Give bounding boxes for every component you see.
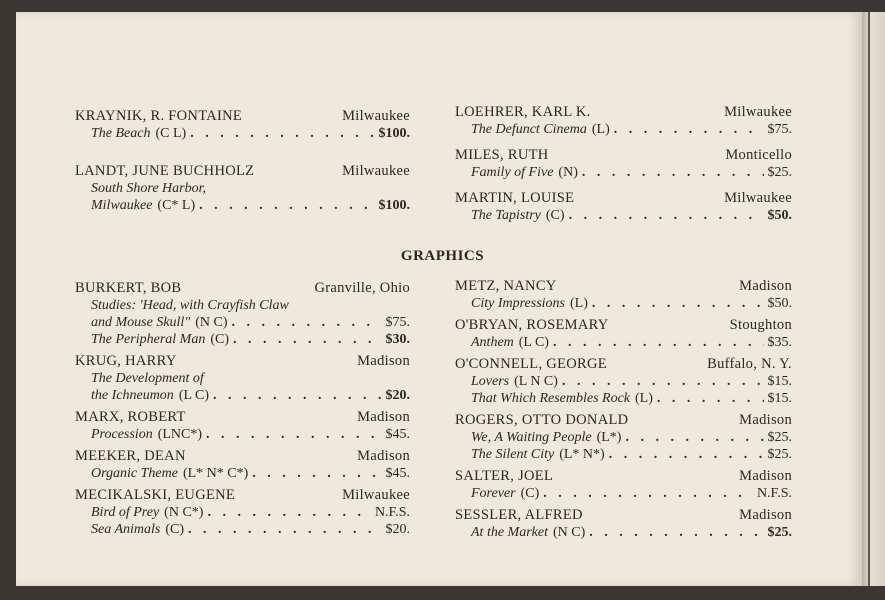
artist-heading [455,277,792,295]
work-price: $45. [385,466,410,481]
leader-dots [190,125,374,142]
work-medium-code: (L*) [596,430,622,445]
artist-entry [75,486,410,538]
work-price: $30. [385,332,410,347]
work-medium-code: (LNC*) [157,427,203,442]
artist-entry [455,506,792,541]
work-price: $35. [767,335,792,350]
work-title: Anthem [471,335,514,350]
leader-dots [553,334,764,351]
work-price: $50. [767,296,792,311]
artist-heading [455,506,792,524]
section-title: GRAPHICS [400,248,485,264]
work-medium-code: (N C) [552,525,586,540]
leader-dots [609,446,764,463]
work-title: Milwaukee [91,198,153,213]
artist-heading [75,447,410,465]
artist-city: Madison [739,507,792,523]
artist-entry [75,279,410,348]
artist-name: MEEKER, DEAN [75,448,186,464]
artist-entry [75,107,410,142]
artist-city: Monticello [725,147,792,163]
work-price: $100. [378,198,410,213]
work-title: Bird of Prey [91,505,160,520]
artist-heading [75,408,410,426]
artist-heading [455,411,792,429]
artist-name: METZ, NANCY [455,278,557,294]
work-medium-code: (L) [635,391,653,406]
work-price: $15. [767,391,792,406]
work-price: $20. [385,522,410,537]
artist-heading [455,189,792,207]
artist-city: Milwaukee [724,190,792,206]
work-medium-code: (C) [165,522,185,537]
work-price: $100. [378,126,410,141]
work-title: The Peripheral Man [91,332,206,347]
work-row [75,314,410,331]
artist-entry [455,103,792,138]
work-medium-code: (L C) [518,335,549,350]
artist-entry [455,355,792,407]
work-price: $15. [767,374,792,389]
leader-dots [625,429,763,446]
artist-heading [75,352,410,370]
artist-name: KRUG, HARRY [75,353,177,369]
leader-dots [199,197,374,214]
work-title: Lovers [471,374,510,389]
work-price: $25. [767,430,792,445]
work-title: We, A Waiting People [471,430,592,445]
work-medium-code: (C L) [155,126,187,141]
work-row [455,390,792,407]
work-price: $45. [385,427,410,442]
artist-name: MILES, RUTH [455,147,549,163]
artist-city: Milwaukee [342,108,410,124]
graphics-right-column [455,277,792,545]
artist-entry [455,467,792,502]
artist-entry [455,316,792,351]
artist-name: LANDT, JUNE BUCHHOLZ [75,163,255,179]
work-row [455,207,792,224]
artist-entry [455,146,792,181]
work-title: City Impressions [471,296,565,311]
work-price: N.F.S. [756,486,792,501]
graphics-left-column [75,279,410,542]
work-row [455,295,792,312]
artist-heading [75,279,410,297]
work-row [455,121,792,138]
work-row [75,197,410,214]
work-price: $25. [767,447,792,462]
leader-dots [562,373,764,390]
work-row [455,373,792,390]
work-title: Forever [471,486,516,501]
work-medium-code: (N C) [195,315,228,330]
leader-dots [589,524,763,541]
artist-city: Madison [739,468,792,484]
work-row [455,164,792,181]
artist-city: Madison [739,278,792,294]
artist-city: Madison [357,448,410,464]
artist-heading [455,316,792,334]
artist-heading [75,486,410,504]
leader-dots [569,207,764,224]
work-price: N.F.S. [374,505,410,520]
artist-name: SESSLER, ALFRED [455,507,583,523]
artist-heading [455,467,792,485]
artist-heading [455,103,792,121]
work-row [75,465,410,482]
artist-entry [455,277,792,312]
leader-dots [233,331,382,348]
artist-name: MARX, ROBERT [75,409,186,425]
artist-heading [75,107,410,125]
work-medium-code: (N C*) [164,505,204,520]
leader-dots [614,121,764,138]
artist-city: Buffalo, N. Y. [707,356,792,372]
artist-city: Madison [357,353,410,369]
leader-dots [582,164,764,181]
work-row [455,524,792,541]
leader-dots [188,521,381,538]
work-title: The Beach [91,126,151,141]
work-title: At the Market [471,525,548,540]
work-row [75,125,410,142]
work-title-line: South Shore Harbor, [91,181,206,196]
work-medium-code: (C) [210,332,229,347]
work-price: $20. [385,388,410,403]
work-row [75,331,410,348]
work-title: Procession [91,427,153,442]
artist-name: SALTER, JOEL [455,468,554,484]
leader-dots [207,504,370,521]
book-spine [862,12,885,586]
work-title: the Ichneumon [91,388,174,403]
work-row [75,387,410,404]
work-price: $25. [767,525,792,540]
work-medium-code: (L* N*) [559,447,605,462]
leader-dots [213,387,381,404]
artist-entry [455,411,792,463]
artist-city: Stoughton [729,317,792,333]
work-row [75,504,410,521]
work-row [455,429,792,446]
artist-name: MECIKALSKI, EUGENE [75,487,236,503]
work-title: Organic Theme [91,466,178,481]
work-row [455,334,792,351]
work-medium-code: (L) [569,296,588,311]
work-title-line: Studies: 'Head, with Crayfish Claw [91,298,289,313]
work-medium-code: (C) [545,208,565,223]
work-row [75,521,410,538]
work-title: Family of Five [471,165,554,180]
work-medium-code: (C* L) [157,198,196,213]
work-price: $50. [767,208,792,223]
artist-city: Milwaukee [724,104,792,120]
work-row [75,426,410,443]
work-medium-code: (C) [520,486,540,501]
leader-dots [231,314,381,331]
artist-city: Milwaukee [342,163,410,179]
work-title: and Mouse Skull" [91,315,191,330]
artist-heading [455,355,792,373]
work-title: The Tapistry [471,208,541,223]
artist-name: LOEHRER, KARL K. [455,104,591,120]
work-title: That Which Resembles Rock [471,391,631,406]
leader-dots [252,465,381,482]
artist-heading [75,162,410,180]
leader-dots [592,295,764,312]
artist-name: O'CONNELL, GEORGE [455,356,607,372]
artist-entry [75,447,410,482]
artist-heading [455,146,792,164]
artist-entry [75,352,410,404]
leader-dots [206,426,381,443]
work-medium-code: (N) [558,165,578,180]
work-title: The Defunct Cinema [471,122,587,137]
artist-city: Granville, Ohio [314,280,410,296]
artist-city: Milwaukee [342,487,410,503]
work-title: The Silent City [471,447,555,462]
top-right-column [455,103,792,232]
work-medium-code: (L C) [178,388,210,403]
leader-dots [657,390,764,407]
top-left-column [75,107,410,234]
artist-entry [75,162,410,214]
artist-name: KRAYNIK, R. FONTAINE [75,108,243,124]
artist-name: MARTIN, LOUISE [455,190,575,206]
artist-city: Madison [357,409,410,425]
work-medium-code: (L* N* C*) [182,466,249,481]
work-price: $75. [767,122,792,137]
leader-dots [543,485,753,502]
work-row [455,485,792,502]
work-price: $25. [767,165,792,180]
work-row [455,446,792,463]
work-title: Sea Animals [91,522,161,537]
artist-name: ROGERS, OTTO DONALD [455,412,629,428]
work-medium-code: (L N C) [514,374,558,389]
artist-entry [75,408,410,443]
artist-entry [455,189,792,224]
artist-name: O'BRYAN, ROSEMARY [455,317,609,333]
work-title-line: The Development of [91,371,204,386]
work-medium-code: (L) [591,122,610,137]
work-price: $75. [385,315,410,330]
artist-name: BURKERT, BOB [75,280,182,296]
artist-city: Madison [739,412,792,428]
